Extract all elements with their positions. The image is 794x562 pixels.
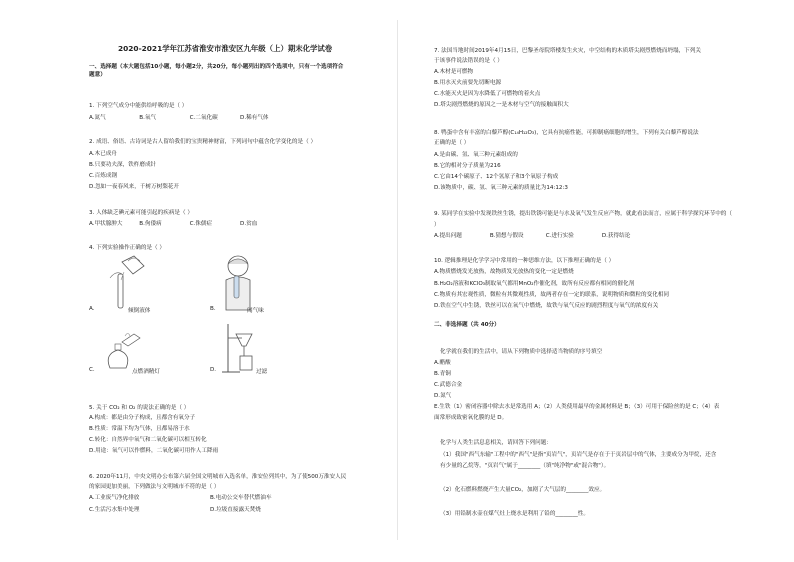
section1-title: 一、选择题（本大题包括10小题，每小题2分，共20分，每小题列出的四个选项中，只有一个选项符合	[89, 64, 344, 70]
q12-part2: （2）化石燃料燃烧产生大量CO₂，加剧了大气层的________效应。	[440, 487, 606, 493]
q11-option-b: B.青铜	[434, 371, 451, 377]
q11-stem: 化学就在我们的生活中，请从下列物质中选择适当物质的序号填空	[440, 349, 603, 355]
q4-option-c-label: C.	[89, 367, 95, 373]
q11-option-a: A.醋酸	[434, 360, 451, 366]
q8-stem: 8. 鸭蛋中含有丰富的白藜芦醇(C₁₄H₁₂O₃)，它具有抗癌性能，可抑制癌细胞的增生，下列有关白藜芦醇说法	[434, 130, 699, 136]
pouring-liquid-figure	[100, 252, 150, 314]
q4-option-b-label: B.	[210, 306, 216, 312]
q10-option-d: D.铁在空气中生锈，铁丝可以在氧气中燃烧，故铁与氧气反应的剧烈程度与氧气的浓度有关	[434, 303, 659, 309]
column-divider	[397, 20, 398, 540]
q4-option-a-label: A.	[89, 306, 95, 312]
q4-option-b-text: 闻气味	[247, 308, 264, 314]
q7-option-c: C.水能灭火是因为水降低了可燃物的着火点	[434, 91, 541, 97]
q1-stem: 1. 下列空气成分中能供给呼吸的是（ ）	[89, 103, 188, 109]
q12-stem: 化学与人类生活息息相关，请回答下列问题：	[440, 440, 552, 446]
q12-part1-cont: 有少量的乙烷等，"页岩气"属于________（填"纯净物"或"混合物"）。	[440, 463, 610, 469]
q7-option-a: A.木材是可燃物	[434, 69, 474, 75]
q4-option-c-text: 点燃酒精灯	[132, 369, 160, 375]
q11-option-c: C.武德合金	[434, 382, 463, 388]
q8-option-b: B.它的相对分子质量为216	[434, 163, 501, 169]
q6-option-b: B.电动公交车替代燃油车	[210, 495, 272, 501]
q5-stem: 5. 关于 CO₂ 和 O₂ 的说法正确的是（ ）	[89, 405, 190, 411]
q6-option-c: C.生活污水集中处理	[89, 507, 140, 513]
q10-option-b: B.H₂O₂溶液和KClO₃制取氧气都用MnO₂作催化剂，故所有反应都有相同的催化剂	[434, 281, 635, 287]
q4-option-d-label: D.	[210, 367, 217, 373]
q2-option-b: B.只要功夫深，铁杵磨成针	[89, 162, 157, 168]
q6-stem-cont: 的家园更加美丽，下列做法与文明城市不符的是（ ）	[89, 484, 220, 490]
section2-title: 二、非选择题（共 40分）	[434, 322, 500, 328]
page-title: 2020-2021学年江苏省淮安市淮安区九年级（上）期末化学试卷	[118, 44, 333, 53]
q9-stem-cont: ）	[434, 222, 440, 228]
q7-option-b: B.用水灭火前要先切断电源	[434, 80, 502, 86]
q12-part1: （1）我国"西气东输"工程中的"西气"是指"页岩气"，页岩气是存在于于页岩层中的气体，主要成分为甲烷，还含	[440, 452, 717, 458]
q8-option-d: D.该物质中，碳、氢、氧三种元素的质量比为14:12:3	[434, 185, 568, 191]
section1-title-cont: 题意）	[89, 72, 106, 78]
q11-option-d: D.氮气	[434, 393, 452, 399]
q4-option-d-text: 过滤	[256, 369, 268, 375]
alcohol-lamp-figure	[100, 330, 146, 372]
q8-stem-cont: 正确的是（ ）	[434, 140, 470, 146]
q9-stem: 9. 某同学在实验中发现铁丝生锈，提出铁锈可能是与水及氧气发生反应产物，就此看法而言，应属于科学探究环节中的（	[434, 211, 732, 217]
q12-part3: （3）用铅制水壶在煤气灶上烧水是利用了铅的________性。	[440, 511, 589, 517]
q3-stem: 3. 人体缺乏碘元素可能引起的疾病是（ ）	[89, 210, 193, 216]
q8-option-c: C.它由14个碳原子、12个氢原子和3个氧原子构成	[434, 174, 559, 180]
q2-option-a: A.木已成舟	[89, 151, 117, 157]
q1-options: A.氮气 B.氧气 C.二氧化碳 D.稀有气体	[89, 115, 269, 121]
q7-stem: 7. 法国当地时间2019年4月15日，巴黎圣母院塔楼发生火灾，中空结构的木质塔尖剧烈燃烧而坍塌，下列关	[434, 48, 701, 54]
q2-stem: 2. 成语、俗语、古诗词是古人留给我们的宝贵精神财富，下列词句中蕴含化学变化的是（ ）	[89, 139, 317, 145]
q5-option-b: B.性质：常温下均为气体，且都易溶于水	[89, 426, 190, 432]
q2-option-d: D.忽如一夜春风来，千树万树梨花开	[89, 184, 179, 190]
q10-option-a: A.物质燃烧发光放热，故物质发光放热的变化一定是燃烧	[434, 269, 574, 275]
q11-fill-line2: 面常形成致密氧化膜的是 D。	[434, 415, 508, 421]
q2-option-c: C.百炼成钢	[89, 173, 118, 179]
q4-stem: 4. 下列实验操作正确的是（ ）	[89, 245, 166, 251]
q10-option-c: C.物质有其宏观性质，微粒有其微观性质，故两者存在一定的联系，说明物质和微粒的变化相同	[434, 292, 670, 298]
q8-option-a: A.是由碳、氢、氧三种元素组成的	[434, 152, 518, 158]
q9-options: A.提出问题 B.猜想与假设 C.进行实验 D.获得结论	[434, 233, 631, 239]
q10-stem: 10. 逻辑推理是化学学习中常用的一种思维方法，以下推理正确的是（ ）	[434, 258, 615, 264]
q4-option-a-text: 倾倒液体	[128, 308, 151, 314]
q6-option-a: A.工业废气净化排放	[89, 495, 140, 501]
q11-fill-line1: E.生铁（1）密闭容器中除去水是常选用 A；（2）人类使用最早的金属材料是 B；（3）可用于保险丝的是 C；（4）表	[434, 404, 720, 410]
q5-option-d: D.用途：氧气可以作燃料，二氧化碳可用作人工降雨	[89, 448, 219, 454]
q3-options: A.甲状腺肿大 B.佝偻病 C.侏儒症 D.贫血	[89, 221, 258, 227]
q7-stem-cont: 于该事件说法错误的是（ ）	[434, 58, 503, 64]
q5-option-a: A.构成：都是由分子构成，且都含有氧分子	[89, 415, 196, 421]
q5-option-c: C.转化：自然界中氧气和二氧化碳可以相互转化	[89, 437, 207, 443]
q7-option-d: D.塔尖剧烈燃烧的原因之一是木材与空气的接触面积大	[434, 102, 569, 108]
q6-stem: 6. 2020年11月，中央文明办公布第六届全国文明城市入选名单，淮安位列其中，为了使500万淮安人民	[89, 474, 347, 480]
q6-option-d: D.垃圾直接露天焚烧	[210, 507, 261, 513]
